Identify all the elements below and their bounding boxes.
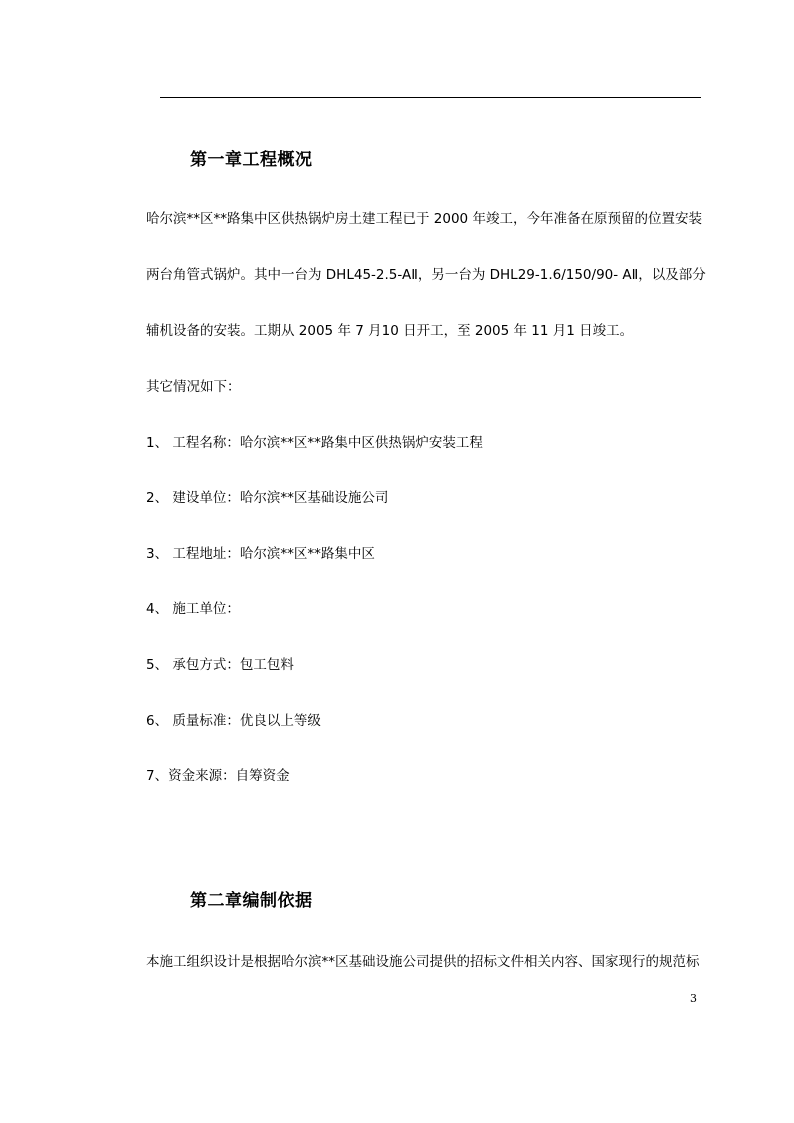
info-item-contractor: 4、 施工单位：: [146, 601, 240, 617]
info-item-address: 3、 工程地址：哈尔滨**区**路集中区: [146, 546, 375, 562]
page-number: 3: [690, 992, 697, 1005]
chapter-1-title: 第一章工程概况: [190, 150, 313, 170]
info-item-client: 2、 建设单位：哈尔滨**区基础设施公司: [146, 490, 389, 506]
chapter-2-title: 第二章编制依据: [190, 891, 313, 911]
chapter-2-paragraph-line-1: 本施工组织设计是根据哈尔滨**区基础设施公司提供的招标文件相关内容、国家现行的规范标: [146, 954, 700, 970]
info-item-funding-source: 7、资金来源：自筹资金: [146, 768, 290, 784]
info-item-contract-type: 5、 承包方式：包工包料: [146, 657, 294, 673]
chapter-1-paragraph-line-1: 哈尔滨**区**路集中区供热锅炉房土建工程已于 2000 年竣工，今年准备在原预留的位置安装: [146, 211, 702, 227]
info-item-quality-standard: 6、 质量标准：优良以上等级: [146, 713, 321, 729]
header-rule: [160, 97, 701, 98]
chapter-1-paragraph-line-2: 两台角管式锅炉。其中一台为 DHL45-2.5-AⅡ，另一台为 DHL29-1.6/150/90- AⅡ，以及部分: [146, 267, 706, 283]
other-info-intro: 其它情况如下：: [146, 379, 241, 395]
chapter-1-paragraph-line-3: 辅机设备的安装。工期从 2005 年 7 月10 日开工，至 2005 年 11 月1 日竣工。: [146, 323, 634, 339]
info-item-project-name: 1、 工程名称：哈尔滨**区**路集中区供热锅炉安装工程: [146, 435, 483, 451]
